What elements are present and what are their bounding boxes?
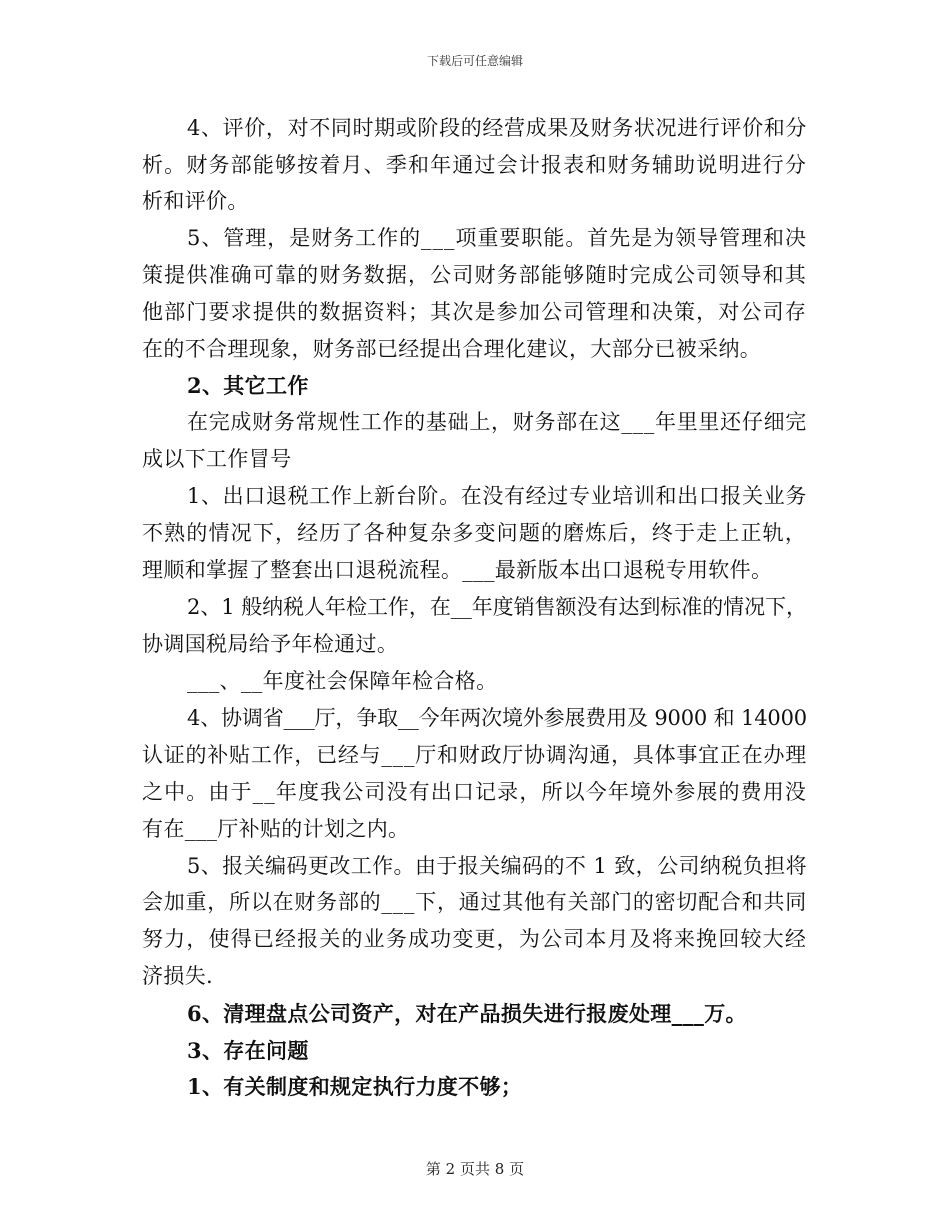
text-line: 在的不合理现象，财务部已经提出合理化建议，大部分已被采纳。 [142, 337, 762, 361]
text-line: 1、出口退税工作上新台阶。在没有经过专业培训和出口报关业务 [187, 484, 807, 508]
text-line: 他部门要求提供的数据资料；其次是参加公司管理和决策，对公司存 [142, 300, 807, 324]
text-line: 认证的补贴工作，已经与___厅和财政厅协调沟通，具体事宜正在办理 [142, 743, 807, 767]
text-line: 5、报关编码更改工作。由于报关编码的不 1 致，公司纳税负担将 [187, 854, 807, 878]
page-header: 下载后可任意编辑 [426, 54, 523, 68]
text-line: 协调国税局给予年检通过。 [142, 632, 399, 656]
text-line: 在完成财务常规性工作的基础上，财务部在这___年里里还仔细完 [187, 410, 807, 434]
text-line: 2、1 般纳税人年检工作，在__年度销售额没有达到标准的情况下， [187, 595, 807, 619]
section-heading: 2、其它工作 [187, 373, 309, 398]
text-line: 理顺和掌握了整套出口退税流程。___最新版本出口退税专用软件。 [142, 558, 773, 582]
section-heading: 3、存在问题 [187, 1038, 309, 1063]
bold-item: 6、清理盘点公司资产，对在产品损失进行报废处理___万。 [187, 1001, 747, 1026]
page-footer: 第 2 页共 8 页 [425, 1160, 525, 1178]
text-line: 4、评价，对不同时期或阶段的经营成果及财务状况进行评价和分 [187, 116, 807, 140]
text-line: 会加重，所以在财务部的___下，通过其他有关部门的密切配合和共同 [142, 890, 807, 914]
text-line: 之中。由于__年度我公司没有出口记录，所以今年境外参展的费用没 [142, 780, 807, 804]
text-line: 4、协调省___厅，争取__今年两次境外参展费用及 9000 和 14000 [187, 706, 807, 730]
text-line: 不熟的情况下，经历了各种复杂多变问题的磨炼后，终于走上正轨， [142, 521, 807, 545]
text-line: 策提供准确可靠的财务数据，公司财务部能够随时完成公司领导和其 [142, 263, 807, 287]
text-line: 有在___厅补贴的计划之内。 [142, 817, 410, 841]
text-line: 努力，使得已经报关的业务成功变更，为公司本月及将来挽回较大经 [142, 927, 807, 951]
text-line: 5、管理，是财务工作的___项重要职能。首先是为领导管理和决 [187, 226, 807, 250]
text-line: 析和评价。 [142, 189, 249, 213]
text-line: 析。财务部能够按着月、季和年通过会计报表和财务辅助说明进行分 [142, 153, 807, 177]
bold-item: 1、有关制度和规定执行力度不够； [187, 1074, 523, 1099]
text-line: ___、__年度社会保障年检合格。 [187, 669, 498, 693]
text-line: 济损失. [142, 964, 214, 988]
text-line: 成以下工作冒号 [142, 447, 292, 471]
